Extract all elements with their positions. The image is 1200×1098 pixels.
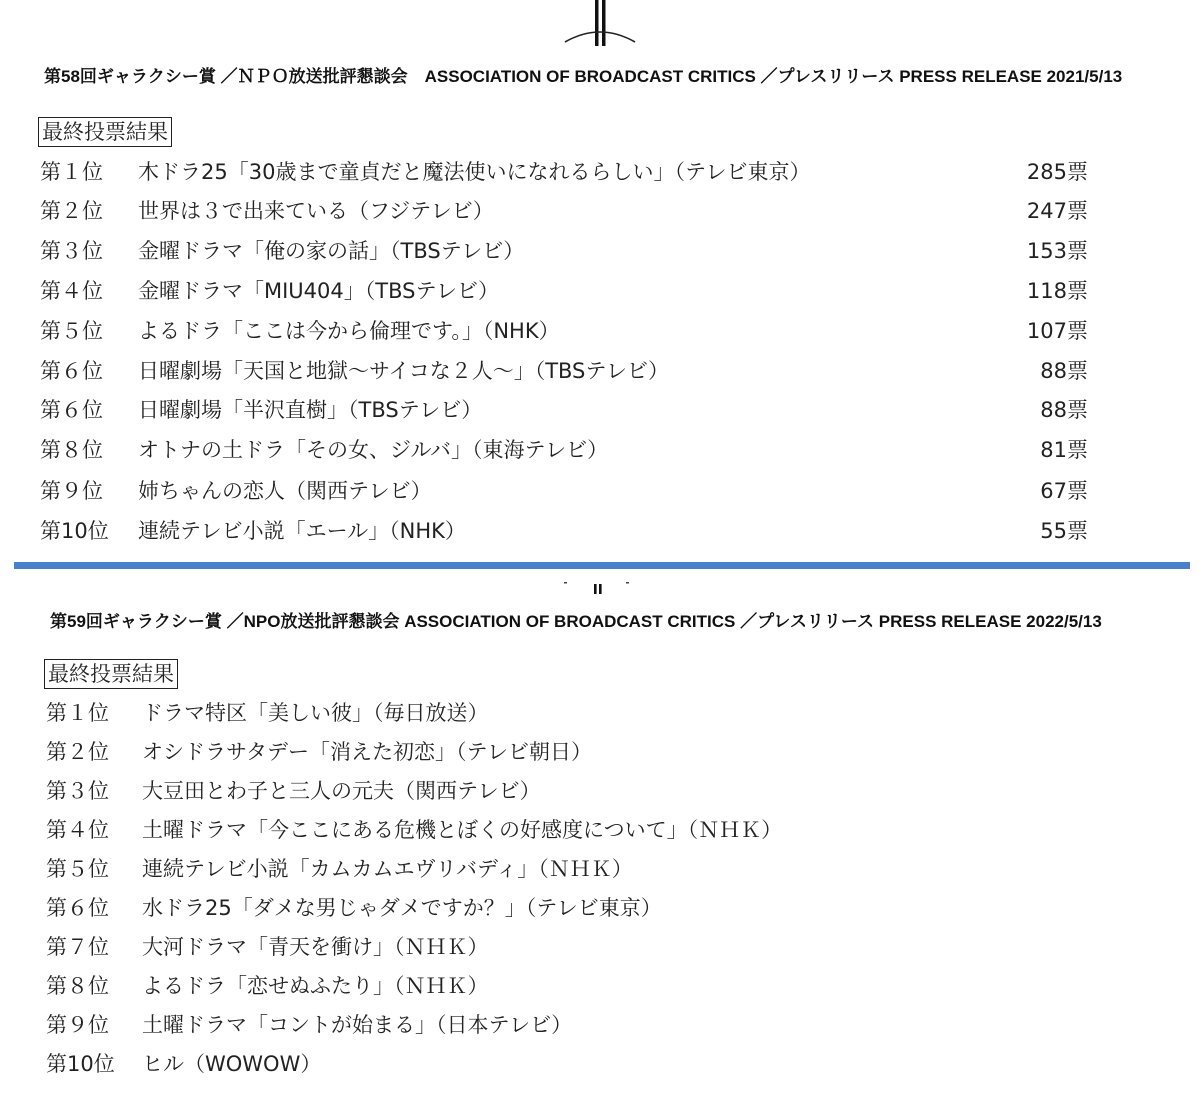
rank-label: 第９位 xyxy=(40,479,103,503)
galaxy-award-logo-icon xyxy=(555,0,645,50)
ranking-row xyxy=(46,966,946,1006)
rank-label: 第６位 xyxy=(46,896,109,920)
rank-label: 第６位 xyxy=(40,359,103,383)
program-title: よるドラ「ここは今から倫理です。」（NHK） xyxy=(138,319,560,343)
program-title: よるドラ「恋せぬふたり」（ＮＨＫ） xyxy=(142,974,489,998)
final-vote-results-title-2022: 最終投票結果 xyxy=(44,659,178,689)
ranking-row xyxy=(40,271,1088,311)
rank-label: 第９位 xyxy=(46,1013,109,1037)
vote-count: 247票 xyxy=(1026,199,1088,223)
ranking-row xyxy=(40,390,1088,430)
rank-label: 第６位 xyxy=(40,398,103,422)
program-title: ドラマ特区「美しい彼」（毎日放送） xyxy=(142,701,489,725)
ranking-row xyxy=(46,888,946,928)
program-title: 世界は３で出来ている（フジテレビ） xyxy=(138,199,494,223)
program-title: ヒル（WOWOW） xyxy=(142,1052,322,1076)
program-title: 大豆田とわ子と三人の元夫（関西テレビ） xyxy=(142,779,541,803)
ranking-row xyxy=(40,351,1088,391)
rank-label: 第７位 xyxy=(46,935,109,959)
ranking-row xyxy=(46,693,946,733)
program-title: 水ドラ25「ダメな男じゃダメですか？」（テレビ東京） xyxy=(142,896,662,920)
press-release-header-2022: 第59回ギャラクシー賞 ／NPO放送批評懇談会 ASSOCIATION OF BROADCAST CRITICS ／プレスリリース PRESS RELEASE 2022/5/13 xyxy=(50,612,1102,631)
ranking-row xyxy=(46,732,946,772)
press-release-header-2021: 第58回ギャラクシー賞 ／ＮＰＯ放送批評懇談会 ASSOCIATION OF BROADCAST CRITICS ／プレスリリース PRESS RELEASE 2021/5/13 xyxy=(44,67,1123,86)
rank-label: 第４位 xyxy=(40,279,103,303)
program-title: オシドラサタデー「消えた初恋」（テレビ朝日） xyxy=(142,740,593,764)
ranking-row xyxy=(40,471,1088,511)
rank-label: 第５位 xyxy=(40,319,103,343)
program-title: 大河ドラマ「青天を衝け」（ＮＨＫ） xyxy=(142,935,489,959)
vote-count: 88票 xyxy=(1040,398,1088,422)
vote-count: 88票 xyxy=(1040,359,1088,383)
program-title: 日曜劇場「天国と地獄～サイコな２人～」（TBSテレビ） xyxy=(138,359,669,383)
program-title: 土曜ドラマ「コントが始まる」（日本テレビ） xyxy=(142,1013,573,1037)
ranking-row xyxy=(40,511,1088,551)
program-title: 金曜ドラマ「俺の家の話」（TBSテレビ） xyxy=(138,239,525,263)
program-title: 連続テレビ小説「エール」（NHK） xyxy=(138,519,466,543)
program-title: 連続テレビ小説「カムカムエヴリバディ」（ＮＨＫ） xyxy=(142,857,633,881)
vote-count: 118票 xyxy=(1026,279,1088,303)
program-title: 姉ちゃんの恋人（関西テレビ） xyxy=(138,479,432,503)
program-title: 木ドラ25「30歳まで童貞だと魔法使いになれるらしい」（テレビ東京） xyxy=(138,160,811,184)
ranking-row xyxy=(40,191,1088,231)
vote-count: 107票 xyxy=(1026,319,1088,343)
ranking-row xyxy=(40,152,1088,192)
vote-count: 55票 xyxy=(1040,519,1088,543)
ranking-row xyxy=(46,927,946,967)
rank-label: 第８位 xyxy=(46,974,109,998)
rank-label: 第１位 xyxy=(40,160,103,184)
vote-count: 285票 xyxy=(1026,160,1088,184)
program-title: 日曜劇場「半沢直樹」（TBSテレビ） xyxy=(138,398,483,422)
rank-label: 第10位 xyxy=(46,1052,115,1076)
rank-label: 第３位 xyxy=(46,779,109,803)
program-title: 土曜ドラマ「今ここにある危機とぼくの好感度について」（ＮＨＫ） xyxy=(142,818,783,842)
vote-count: 153票 xyxy=(1026,239,1088,263)
rank-label: 第２位 xyxy=(46,740,109,764)
ranking-row xyxy=(40,430,1088,470)
program-title: オトナの土ドラ「その女、ジルバ」（東海テレビ） xyxy=(138,438,609,462)
rank-label: 第８位 xyxy=(40,438,103,462)
rank-label: 第３位 xyxy=(40,239,103,263)
rank-label: 第５位 xyxy=(46,857,109,881)
ranking-row xyxy=(40,231,1088,271)
ranking-row xyxy=(46,771,946,811)
rank-label: 第10位 xyxy=(40,519,109,543)
ranking-row xyxy=(46,849,946,889)
ranking-row xyxy=(46,1044,946,1084)
rank-label: 第４位 xyxy=(46,818,109,842)
ranking-row xyxy=(46,1005,946,1045)
final-vote-results-title-2021: 最終投票結果 xyxy=(38,117,172,147)
ranking-row xyxy=(40,311,1088,351)
vote-count: 67票 xyxy=(1040,479,1088,503)
program-title: 金曜ドラマ「MIU404」（TBSテレビ） xyxy=(138,279,500,303)
rank-label: 第１位 xyxy=(46,701,109,725)
galaxy-award-logo-icon xyxy=(560,580,640,596)
image-divider xyxy=(14,562,1190,569)
vote-count: 81票 xyxy=(1040,438,1088,462)
ranking-row xyxy=(46,810,946,850)
rank-label: 第２位 xyxy=(40,199,103,223)
